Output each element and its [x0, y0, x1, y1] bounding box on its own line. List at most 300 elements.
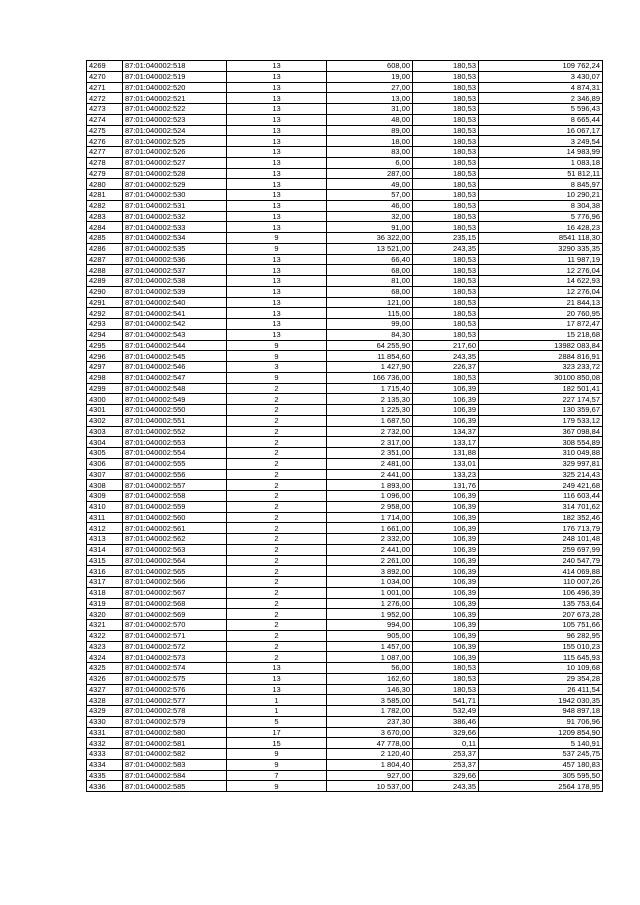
row-number-cell: 4312: [87, 523, 123, 534]
rate-value-cell: 131,76: [413, 480, 479, 491]
area-value-cell: 13 521,00: [327, 243, 413, 254]
area-value-cell: 46,00: [327, 200, 413, 211]
area-value-cell: 2 261,00: [327, 555, 413, 566]
cadastral-number-cell: 87:01:040002:568: [123, 598, 227, 609]
rate-value-cell: 134,37: [413, 426, 479, 437]
row-number-cell: 4316: [87, 566, 123, 577]
table-row: [87, 329, 603, 340]
table-row: [87, 716, 603, 727]
rate-value-cell: 180,53: [413, 286, 479, 297]
rate-value-cell: 243,35: [413, 781, 479, 792]
area-value-cell: 2 732,00: [327, 426, 413, 437]
cadastral-number-cell: 87:01:040002:585: [123, 781, 227, 792]
row-number-cell: 4279: [87, 168, 123, 179]
cadastral-number-cell: 87:01:040002:569: [123, 609, 227, 620]
rate-value-cell: 180,53: [413, 200, 479, 211]
area-value-cell: 115,00: [327, 308, 413, 319]
row-number-cell: 4302: [87, 415, 123, 426]
cadastral-number-cell: 87:01:040002:534: [123, 233, 227, 244]
cadastral-value-cell: 116 603,44: [479, 491, 603, 502]
rate-value-cell: 180,53: [413, 319, 479, 330]
cadastral-number-cell: 87:01:040002:564: [123, 555, 227, 566]
area-value-cell: 32,00: [327, 211, 413, 222]
area-value-cell: 48,00: [327, 114, 413, 125]
table-row: [87, 147, 603, 158]
rate-value-cell: 180,53: [413, 254, 479, 265]
rate-value-cell: 106,39: [413, 383, 479, 394]
table-row: [87, 523, 603, 534]
cadastral-value-cell: 13982 083,84: [479, 340, 603, 351]
cadastral-value-cell: 176 713,79: [479, 523, 603, 534]
cadastral-value-cell: 948 897,18: [479, 706, 603, 717]
table-row: [87, 512, 603, 523]
group-number-cell: 13: [227, 136, 327, 147]
area-value-cell: 1 225,30: [327, 405, 413, 416]
area-value-cell: 162,60: [327, 673, 413, 684]
cadastral-number-cell: 87:01:040002:571: [123, 630, 227, 641]
row-number-cell: 4283: [87, 211, 123, 222]
rate-value-cell: 106,39: [413, 555, 479, 566]
rate-value-cell: 243,35: [413, 243, 479, 254]
row-number-cell: 4299: [87, 383, 123, 394]
cadastral-value-cell: 249 421,68: [479, 480, 603, 491]
cadastral-number-cell: 87:01:040002:567: [123, 587, 227, 598]
group-number-cell: 13: [227, 286, 327, 297]
rate-value-cell: 180,53: [413, 125, 479, 136]
cadastral-number-cell: 87:01:040002:540: [123, 297, 227, 308]
table-row: [87, 319, 603, 330]
group-number-cell: 3: [227, 362, 327, 373]
rate-value-cell: 106,39: [413, 620, 479, 631]
rate-value-cell: 106,39: [413, 598, 479, 609]
rate-value-cell: 106,39: [413, 512, 479, 523]
cadastral-number-cell: 87:01:040002:559: [123, 501, 227, 512]
rate-value-cell: 106,39: [413, 566, 479, 577]
row-number-cell: 4336: [87, 781, 123, 792]
group-number-cell: 13: [227, 93, 327, 104]
cadastral-value-cell: 11 987,19: [479, 254, 603, 265]
cadastral-value-cell: 17 872,47: [479, 319, 603, 330]
table-row: [87, 663, 603, 674]
group-number-cell: 13: [227, 147, 327, 158]
rate-value-cell: 133,17: [413, 437, 479, 448]
area-value-cell: 1 087,00: [327, 652, 413, 663]
group-number-cell: 2: [227, 458, 327, 469]
area-value-cell: 1 804,40: [327, 759, 413, 770]
area-value-cell: 3 670,00: [327, 727, 413, 738]
cadastral-value-cell: 2884 816,91: [479, 351, 603, 362]
table-row: [87, 136, 603, 147]
cadastral-number-cell: 87:01:040002:577: [123, 695, 227, 706]
area-value-cell: 11 854,60: [327, 351, 413, 362]
row-number-cell: 4290: [87, 286, 123, 297]
rate-value-cell: 106,39: [413, 534, 479, 545]
group-number-cell: 13: [227, 114, 327, 125]
table-row: [87, 383, 603, 394]
row-number-cell: 4300: [87, 394, 123, 405]
group-number-cell: 2: [227, 394, 327, 405]
cadastral-number-cell: 87:01:040002:576: [123, 684, 227, 695]
cadastral-value-cell: 325 214,43: [479, 469, 603, 480]
table-row: [87, 157, 603, 168]
cadastral-value-cell: 314 701,62: [479, 501, 603, 512]
rate-value-cell: 180,53: [413, 684, 479, 695]
table-row: [87, 254, 603, 265]
group-number-cell: 2: [227, 437, 327, 448]
group-number-cell: 13: [227, 104, 327, 115]
row-number-cell: 4291: [87, 297, 123, 308]
rate-value-cell: 106,39: [413, 609, 479, 620]
table-row: [87, 577, 603, 588]
cadastral-value-cell: 91 706,96: [479, 716, 603, 727]
rate-value-cell: 133,23: [413, 469, 479, 480]
row-number-cell: 4301: [87, 405, 123, 416]
group-number-cell: 13: [227, 71, 327, 82]
row-number-cell: 4320: [87, 609, 123, 620]
row-number-cell: 4308: [87, 480, 123, 491]
cadastral-number-cell: 87:01:040002:561: [123, 523, 227, 534]
table-row: [87, 673, 603, 684]
cadastral-number-cell: 87:01:040002:555: [123, 458, 227, 469]
cadastral-number-cell: 87:01:040002:545: [123, 351, 227, 362]
group-number-cell: 13: [227, 673, 327, 684]
table-row: [87, 727, 603, 738]
row-number-cell: 4281: [87, 190, 123, 201]
cadastral-number-cell: 87:01:040002:523: [123, 114, 227, 125]
cadastral-value-cell: 10 109,68: [479, 663, 603, 674]
cadastral-number-cell: 87:01:040002:572: [123, 641, 227, 652]
cadastral-value-cell: 207 673,28: [479, 609, 603, 620]
table-row: [87, 555, 603, 566]
table-row: [87, 61, 603, 72]
cadastral-number-cell: 87:01:040002:531: [123, 200, 227, 211]
cadastral-number-cell: 87:01:040002:532: [123, 211, 227, 222]
rate-value-cell: 180,53: [413, 71, 479, 82]
area-value-cell: 1 034,00: [327, 577, 413, 588]
cadastral-value-cell: 310 049,88: [479, 448, 603, 459]
row-number-cell: 4315: [87, 555, 123, 566]
rate-value-cell: 180,53: [413, 673, 479, 684]
rate-value-cell: 106,39: [413, 577, 479, 588]
cadastral-number-cell: 87:01:040002:518: [123, 61, 227, 72]
rate-value-cell: 235,15: [413, 233, 479, 244]
row-number-cell: 4297: [87, 362, 123, 373]
cadastral-number-cell: 87:01:040002:533: [123, 222, 227, 233]
table-row: [87, 125, 603, 136]
cadastral-value-cell: 182 352,46: [479, 512, 603, 523]
area-value-cell: 68,00: [327, 286, 413, 297]
rate-value-cell: 541,71: [413, 695, 479, 706]
row-number-cell: 4306: [87, 458, 123, 469]
rate-value-cell: 106,39: [413, 641, 479, 652]
area-value-cell: 1 714,00: [327, 512, 413, 523]
table-row: [87, 190, 603, 201]
row-number-cell: 4276: [87, 136, 123, 147]
group-number-cell: 9: [227, 340, 327, 351]
table-row: [87, 415, 603, 426]
rate-value-cell: 180,53: [413, 93, 479, 104]
group-number-cell: 2: [227, 620, 327, 631]
area-value-cell: 2 441,00: [327, 544, 413, 555]
group-number-cell: 13: [227, 297, 327, 308]
cadastral-value-cell: 2564 178,95: [479, 781, 603, 792]
area-value-cell: 36 322,00: [327, 233, 413, 244]
row-number-cell: 4327: [87, 684, 123, 695]
area-value-cell: 2 120,40: [327, 749, 413, 760]
rate-value-cell: 106,39: [413, 501, 479, 512]
table-row: [87, 706, 603, 717]
rate-value-cell: 133,01: [413, 458, 479, 469]
group-number-cell: 17: [227, 727, 327, 738]
table-row: [87, 179, 603, 190]
group-number-cell: 13: [227, 168, 327, 179]
cadastral-value-cell: 367 098,84: [479, 426, 603, 437]
area-value-cell: 68,00: [327, 265, 413, 276]
table-row: [87, 684, 603, 695]
table-row: [87, 652, 603, 663]
cadastral-value-cell: 8541 118,30: [479, 233, 603, 244]
group-number-cell: 5: [227, 716, 327, 727]
row-number-cell: 4330: [87, 716, 123, 727]
row-number-cell: 4335: [87, 770, 123, 781]
table-row: [87, 630, 603, 641]
row-number-cell: 4270: [87, 71, 123, 82]
table-row: [87, 394, 603, 405]
rate-value-cell: 106,39: [413, 587, 479, 598]
rate-value-cell: 226,37: [413, 362, 479, 373]
cadastral-number-cell: 87:01:040002:584: [123, 770, 227, 781]
group-number-cell: 1: [227, 695, 327, 706]
area-value-cell: 121,00: [327, 297, 413, 308]
area-value-cell: 1 427,90: [327, 362, 413, 373]
cadastral-number-cell: 87:01:040002:554: [123, 448, 227, 459]
cadastral-value-cell: 5 776,96: [479, 211, 603, 222]
table-row: [87, 372, 603, 383]
rate-value-cell: 106,39: [413, 415, 479, 426]
area-value-cell: 927,00: [327, 770, 413, 781]
row-number-cell: 4325: [87, 663, 123, 674]
rate-value-cell: 386,46: [413, 716, 479, 727]
group-number-cell: 2: [227, 598, 327, 609]
table-row: [87, 749, 603, 760]
cadastral-value-cell: 537 245,75: [479, 749, 603, 760]
rate-value-cell: 180,53: [413, 211, 479, 222]
row-number-cell: 4311: [87, 512, 123, 523]
group-number-cell: 9: [227, 233, 327, 244]
rate-value-cell: 106,39: [413, 394, 479, 405]
cadastral-number-cell: 87:01:040002:519: [123, 71, 227, 82]
area-value-cell: 49,00: [327, 179, 413, 190]
area-value-cell: 166 736,00: [327, 372, 413, 383]
area-value-cell: 1 893,00: [327, 480, 413, 491]
cadastral-value-cell: 240 547,79: [479, 555, 603, 566]
rate-value-cell: 532,49: [413, 706, 479, 717]
row-number-cell: 4314: [87, 544, 123, 555]
table-row: [87, 641, 603, 652]
table-row: [87, 104, 603, 115]
cadastral-value-cell: 106 496,39: [479, 587, 603, 598]
rate-value-cell: 180,53: [413, 82, 479, 93]
group-number-cell: 13: [227, 663, 327, 674]
row-number-cell: 4269: [87, 61, 123, 72]
cadastral-number-cell: 87:01:040002:547: [123, 372, 227, 383]
table-row: [87, 598, 603, 609]
row-number-cell: 4321: [87, 620, 123, 631]
group-number-cell: 13: [227, 61, 327, 72]
cadastral-number-cell: 87:01:040002:557: [123, 480, 227, 491]
row-number-cell: 4284: [87, 222, 123, 233]
cadastral-number-cell: 87:01:040002:520: [123, 82, 227, 93]
area-value-cell: 2 332,00: [327, 534, 413, 545]
cadastral-number-cell: 87:01:040002:529: [123, 179, 227, 190]
area-value-cell: 91,00: [327, 222, 413, 233]
cadastral-value-cell: 5 596,43: [479, 104, 603, 115]
area-value-cell: 84,30: [327, 329, 413, 340]
group-number-cell: 9: [227, 781, 327, 792]
group-number-cell: 7: [227, 770, 327, 781]
cadastral-value-cell: 96 282,95: [479, 630, 603, 641]
rate-value-cell: 243,35: [413, 351, 479, 362]
area-value-cell: 3 892,00: [327, 566, 413, 577]
cadastral-value-cell: 259 697,99: [479, 544, 603, 555]
cadastral-value-cell: 110 007,26: [479, 577, 603, 588]
group-number-cell: 13: [227, 329, 327, 340]
rate-value-cell: 180,53: [413, 297, 479, 308]
area-value-cell: 2 317,00: [327, 437, 413, 448]
row-number-cell: 4313: [87, 534, 123, 545]
area-value-cell: 3 585,00: [327, 695, 413, 706]
area-value-cell: 2 441,00: [327, 469, 413, 480]
cadastral-value-cell: 12 276,04: [479, 265, 603, 276]
cadastral-number-cell: 87:01:040002:522: [123, 104, 227, 115]
area-value-cell: 10 537,00: [327, 781, 413, 792]
group-number-cell: 2: [227, 587, 327, 598]
row-number-cell: 4322: [87, 630, 123, 641]
cadastral-number-cell: 87:01:040002:581: [123, 738, 227, 749]
area-value-cell: 2 958,00: [327, 501, 413, 512]
table-row: [87, 437, 603, 448]
cadastral-number-cell: 87:01:040002:582: [123, 749, 227, 760]
cadastral-number-cell: 87:01:040002:560: [123, 512, 227, 523]
cadastral-number-cell: 87:01:040002:524: [123, 125, 227, 136]
table-row: [87, 759, 603, 770]
table-row: [87, 501, 603, 512]
cadastral-value-cell: 20 760,95: [479, 308, 603, 319]
row-number-cell: 4273: [87, 104, 123, 115]
cadastral-number-cell: 87:01:040002:537: [123, 265, 227, 276]
cadastral-number-cell: 87:01:040002:565: [123, 566, 227, 577]
rate-value-cell: 180,53: [413, 179, 479, 190]
table-row: [87, 340, 603, 351]
cadastral-value-cell: 3 249,54: [479, 136, 603, 147]
row-number-cell: 4309: [87, 491, 123, 502]
cadastral-value-cell: 105 751,66: [479, 620, 603, 631]
group-number-cell: 2: [227, 652, 327, 663]
cadastral-value-cell: 3290 335,35: [479, 243, 603, 254]
group-number-cell: 13: [227, 211, 327, 222]
table-row: [87, 534, 603, 545]
group-number-cell: 13: [227, 125, 327, 136]
rate-value-cell: 0,11: [413, 738, 479, 749]
cadastral-number-cell: 87:01:040002:527: [123, 157, 227, 168]
area-value-cell: 13,00: [327, 93, 413, 104]
group-number-cell: 2: [227, 480, 327, 491]
cadastral-value-cell: 2 346,89: [479, 93, 603, 104]
group-number-cell: 13: [227, 179, 327, 190]
group-number-cell: 13: [227, 222, 327, 233]
cadastral-number-cell: 87:01:040002:538: [123, 276, 227, 287]
row-number-cell: 4296: [87, 351, 123, 362]
table-row: [87, 781, 603, 792]
row-number-cell: 4295: [87, 340, 123, 351]
cadastral-value-cell: 182 501,41: [479, 383, 603, 394]
area-value-cell: 31,00: [327, 104, 413, 115]
group-number-cell: 9: [227, 243, 327, 254]
cadastral-number-cell: 87:01:040002:521: [123, 93, 227, 104]
area-value-cell: 146,30: [327, 684, 413, 695]
group-number-cell: 2: [227, 469, 327, 480]
area-value-cell: 1 687,50: [327, 415, 413, 426]
group-number-cell: 2: [227, 405, 327, 416]
area-value-cell: 56,00: [327, 663, 413, 674]
group-number-cell: 2: [227, 512, 327, 523]
rate-value-cell: 253,37: [413, 749, 479, 760]
cadastral-value-cell: 12 276,04: [479, 286, 603, 297]
area-value-cell: 57,00: [327, 190, 413, 201]
group-number-cell: 2: [227, 555, 327, 566]
group-number-cell: 9: [227, 351, 327, 362]
table-row: [87, 265, 603, 276]
area-value-cell: 6,00: [327, 157, 413, 168]
cadastral-value-cell: 414 069,88: [479, 566, 603, 577]
cadastral-number-cell: 87:01:040002:546: [123, 362, 227, 373]
area-value-cell: 47 778,00: [327, 738, 413, 749]
row-number-cell: 4324: [87, 652, 123, 663]
area-value-cell: 905,00: [327, 630, 413, 641]
group-number-cell: 2: [227, 383, 327, 394]
table-row: [87, 276, 603, 287]
table-row: [87, 587, 603, 598]
group-number-cell: 13: [227, 276, 327, 287]
rate-value-cell: 253,37: [413, 759, 479, 770]
group-number-cell: 2: [227, 523, 327, 534]
area-value-cell: 18,00: [327, 136, 413, 147]
area-value-cell: 27,00: [327, 82, 413, 93]
row-number-cell: 4310: [87, 501, 123, 512]
row-number-cell: 4323: [87, 641, 123, 652]
row-number-cell: 4294: [87, 329, 123, 340]
row-number-cell: 4293: [87, 319, 123, 330]
row-number-cell: 4303: [87, 426, 123, 437]
area-value-cell: 1 096,00: [327, 491, 413, 502]
cadastral-number-cell: 87:01:040002:544: [123, 340, 227, 351]
cadastral-number-cell: 87:01:040002:578: [123, 706, 227, 717]
rate-value-cell: 131,88: [413, 448, 479, 459]
row-number-cell: 4298: [87, 372, 123, 383]
rate-value-cell: 180,53: [413, 663, 479, 674]
area-value-cell: 99,00: [327, 319, 413, 330]
row-number-cell: 4286: [87, 243, 123, 254]
area-value-cell: 1 952,00: [327, 609, 413, 620]
cadastral-number-cell: 87:01:040002:556: [123, 469, 227, 480]
cadastral-value-cell: 3 430,07: [479, 71, 603, 82]
area-value-cell: 89,00: [327, 125, 413, 136]
rate-value-cell: 180,53: [413, 329, 479, 340]
cadastral-number-cell: 87:01:040002:579: [123, 716, 227, 727]
table-row: [87, 491, 603, 502]
area-value-cell: 287,00: [327, 168, 413, 179]
table-row: [87, 114, 603, 125]
